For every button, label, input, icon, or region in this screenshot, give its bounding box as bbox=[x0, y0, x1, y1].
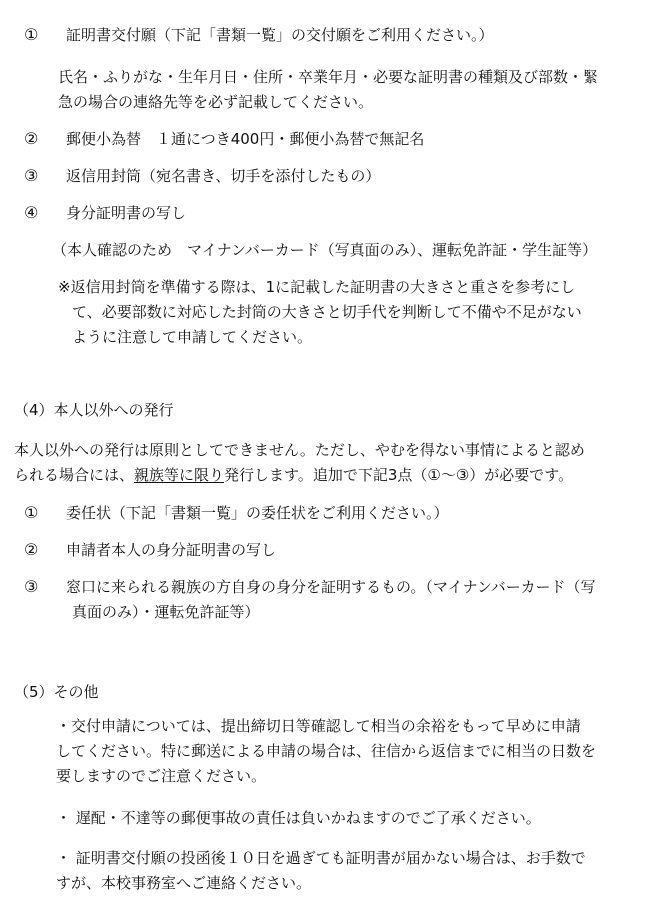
bullet-line: すが、本校事務室へご連絡ください。 bbox=[56, 874, 312, 892]
item-text: 返信用封筒（宛名書き、切手を添付したもの） bbox=[66, 167, 381, 185]
bullet-line: ・ 遅配・不達等の郵便事故の責任は負いかねますのでご了承ください。 bbox=[56, 809, 541, 827]
item-text: 窓口に来られる親族の方自身の身分を証明するもの。（マイナンバーカード（写 bbox=[66, 578, 596, 596]
caution-line: ※返信用封筒を準備する際は、1に記載した証明書の大きさと重さを参考にし bbox=[58, 278, 576, 296]
section-intro-line bbox=[14, 465, 573, 485]
item-note-line: 氏名・ふりがな・生年月日・住所・卒業年月・必要な証明書の種類及び部数・緊 bbox=[58, 68, 599, 86]
caution-line: て、必要部数に対応した封筒の大きさと切手代を判断して不備や不足がない bbox=[72, 303, 582, 321]
item-marker: ③ bbox=[24, 166, 39, 185]
item-text: 真面のみ）・運転免許証等） bbox=[72, 603, 260, 621]
item-text: 身分証明書の写し bbox=[66, 204, 187, 222]
item-marker: ③ bbox=[24, 577, 39, 596]
underlined-condition: 親族等に限り bbox=[134, 466, 225, 484]
section-heading: （4）本人以外への発行 bbox=[14, 401, 174, 419]
intro-text: 発行します。追加で下記3点（①～③）が必要です。 bbox=[224, 466, 574, 484]
item-marker: ① bbox=[24, 503, 39, 522]
item-text: 申請者本人の身分証明書の写し bbox=[66, 541, 277, 559]
item-text: 証明書交付願（下記「書類一覧」の交付願をご利用ください。） bbox=[66, 26, 494, 44]
bullet-line: してください。特に郵送による申請の場合は、往信から返信までに相当の日数を bbox=[56, 742, 597, 760]
item-text: 郵便小為替 １通につき400円・郵便小為替で無記名 bbox=[66, 130, 425, 148]
caution-line: ように注意して申請してください。 bbox=[72, 328, 313, 346]
intro-text: られる場合には、 bbox=[14, 466, 135, 484]
item-text: 委任状（下記「書類一覧」の委任状をご利用ください。） bbox=[66, 504, 449, 522]
section-heading: （5）その他 bbox=[14, 683, 99, 701]
item-marker: ① bbox=[24, 25, 39, 44]
item-marker: ② bbox=[24, 540, 39, 559]
item-marker: ② bbox=[24, 129, 39, 148]
item-marker: ④ bbox=[24, 203, 39, 222]
item-note-line: 急の場合の連絡先等を必ず記載してください。 bbox=[58, 93, 374, 111]
bullet-line: 要しますのでご注意ください。 bbox=[56, 767, 267, 785]
bullet-line: ・交付申請については、提出締切日等確認して相当の余裕をもって早めに申請 bbox=[56, 717, 581, 735]
section-intro-line: 本人以外への発行は原則としてできません。ただし、やむを得ない事情によると認め bbox=[14, 441, 585, 459]
item-note-line: （本人確認のため マイナンバーカード（写真面のみ）、運転免許証・学生証等） bbox=[52, 241, 598, 259]
bullet-line: ・ 証明書交付願の投函後１０日を過ぎても証明書が届かない場合は、お手数で bbox=[56, 849, 586, 867]
